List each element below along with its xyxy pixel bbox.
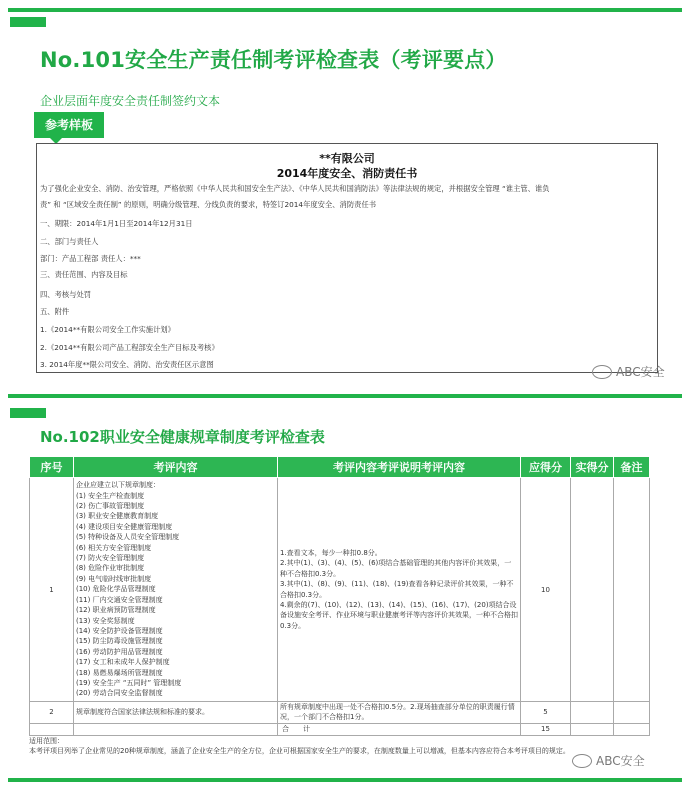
document-line: 四、考核与处罚 (40, 290, 92, 299)
list-item: (2) 伤亡事故管理制度 (76, 502, 145, 511)
responsibility-document (36, 143, 658, 373)
watermark-text: ABC安全 (596, 754, 645, 768)
row-seq: 2 (30, 702, 74, 724)
list-item: (19) 安全生产 “五同时” 管理制度 (76, 678, 182, 687)
list-item: (14) 安全防护设备管理制度 (76, 626, 163, 635)
watermark-text: ABC安全 (616, 365, 665, 379)
document-intro-line1: 为了强化企业安全、消防、治安管理，严格依照《中华人民共和国安全生产法》、《中华人民共和国消防法》等法律法规的规定，并根据安全管理 “谁主管、谁负 (40, 184, 550, 193)
list-item: (17) 女工和未成年人保护制度 (76, 658, 170, 667)
list-item: (9) 电气临时线审批制度 (76, 574, 152, 583)
total-row (30, 723, 650, 735)
section1-title: No.101安全生产责任制考评检查表（考评要点） (40, 48, 507, 72)
watermark-1 (592, 363, 665, 380)
list-item: (6) 相关方安全管理制度 (76, 543, 152, 552)
header-description: 考评内容考评说明考评内容 (278, 457, 521, 478)
list-item: (16) 劳动防护用品管理制度 (76, 647, 163, 656)
document-title: 2014年度安全、消防责任书 (276, 167, 418, 180)
document-line: 3. 2014年度**限公司安全、消防、治安责任区示意图 (40, 360, 214, 369)
section1-subtitle: 企业层面年度安全责任制签约文本 (40, 94, 221, 108)
chat-bubble-icon (592, 365, 612, 379)
row-actual-score (571, 702, 614, 724)
section2-title: No.102职业安全健康规章制度考评检查表 (40, 428, 325, 446)
document-line: 2.《2014**有限公司产品工程部安全生产目标及考核》 (40, 343, 219, 352)
document-line: 一、期限：2014年1月1日至2014年12月31日 (40, 219, 193, 228)
document-line: 二、部门与责任人 (40, 237, 99, 246)
header-remarks: 备注 (614, 457, 650, 478)
document-line: 五、附件 (40, 307, 70, 316)
list-item: (20) 劳动合同安全监督制度 (76, 689, 163, 698)
row-remarks (614, 702, 650, 724)
middle-divider (8, 394, 682, 398)
list-item: (11) 厂内交通安全管理制度 (76, 595, 163, 604)
description-line: 3.其中(1)、(8)、(9)、(11)、(18)、(19)查看各种记录评价其效果，一种不合格扣0.3分。 (280, 580, 514, 599)
list-item: 企业应建立以下规章制度： (76, 481, 160, 490)
total-seq (30, 723, 74, 735)
list-item: (7) 防火安全管理制度 (76, 554, 145, 563)
list-item: (18) 易燃易爆场所管理制度 (76, 668, 163, 677)
row-description (278, 702, 521, 724)
total-content (74, 723, 278, 735)
list-item: (3) 职业安全健康教育制度 (76, 512, 159, 521)
list-item: (8) 危险作业审批制度 (76, 564, 145, 573)
list-item: (10) 危险化学品管理制度 (76, 585, 156, 594)
table-row (30, 478, 650, 702)
list-item: (5) 特种设备及人员安全管理制度 (76, 533, 180, 542)
row-actual-score (571, 478, 614, 702)
header-required-score: 应得分 (521, 457, 571, 478)
list-item: (1) 安全生产检查制度 (76, 491, 145, 500)
total-actual (571, 723, 614, 735)
document-line: 三、责任范围、内容及目标 (40, 270, 128, 279)
description-line: 1.查看文本，每少一种扣0.8分。 (280, 548, 382, 557)
chat-bubble-icon (572, 754, 592, 768)
list-item: (4) 建设项目安全健康管理制度 (76, 522, 173, 531)
section2-tab-marker (10, 408, 46, 418)
scope-text: 本考评项目列举了企业常见的20种规章制度，涵盖了企业安全生产的全方位，企业可根据国家安全生产的要求，在制度数量上可以增减，但基本内容应符合本考评项目的规定。 (29, 747, 570, 755)
top-divider (8, 8, 682, 12)
watermark-2 (572, 752, 645, 769)
row-required-score: 10 (521, 478, 571, 702)
total-label: 合 计 (278, 723, 521, 735)
row-content (74, 478, 278, 702)
header-content: 考评内容 (74, 457, 278, 478)
sample-badge: 参考样板 (34, 112, 104, 138)
evaluation-table (29, 456, 650, 736)
description-line: 4.剩余的(7)、(10)、(12)、(13)、(14)、(15)、(16)、(17)、(20)项结合设备设施安全考评、作业环境与职业健康考评等内容评价其效果，一种不合格扣0.3分。 (280, 600, 518, 630)
row-required-score: 5 (521, 702, 571, 724)
document-line: 1.《2014**有限公司安全工作实施计划》 (40, 325, 175, 334)
row-remarks (614, 478, 650, 702)
document-line: 部门：产品工程部 责任人：*** (40, 254, 141, 263)
list-item: (12) 职业病预防管理制度 (76, 606, 156, 615)
header-seq: 序号 (30, 457, 74, 478)
section1-tab-marker (10, 17, 46, 27)
header-actual-score: 实得分 (571, 457, 614, 478)
row-content: 规章制度符合国家法律法规和标准的要求。 (74, 702, 278, 724)
scope-label: 适用范围： (29, 737, 64, 745)
table-header-row (30, 457, 650, 478)
list-item: (15) 防尘防毒设施管理制度 (76, 637, 163, 646)
bottom-divider (8, 778, 682, 782)
row-description (278, 478, 521, 702)
scope-note (29, 736, 659, 756)
total-score: 15 (521, 723, 571, 735)
list-item: (13) 安全奖惩制度 (76, 616, 135, 625)
table-row (30, 702, 650, 724)
row-seq: 1 (30, 478, 74, 702)
description-line: 所有规章制度中出现一处不合格扣0.5分。2.现场抽查部分单位的职责履行情况，一个部门不合格扣1分。 (280, 703, 515, 722)
total-remarks (614, 723, 650, 735)
document-company: **有限公司 (319, 152, 375, 165)
document-intro-line2: 责” 和 “区域安全责任制” 的原则，明确分级管理、分线负责的要求，特签订2014年度安全、消防责任书 (40, 200, 377, 209)
description-line: 2.其中(1)、(3)、(4)、(5)、(6)项结合基础管理的其他内容评价其效果，一种不合格扣0.3分。 (280, 559, 512, 578)
